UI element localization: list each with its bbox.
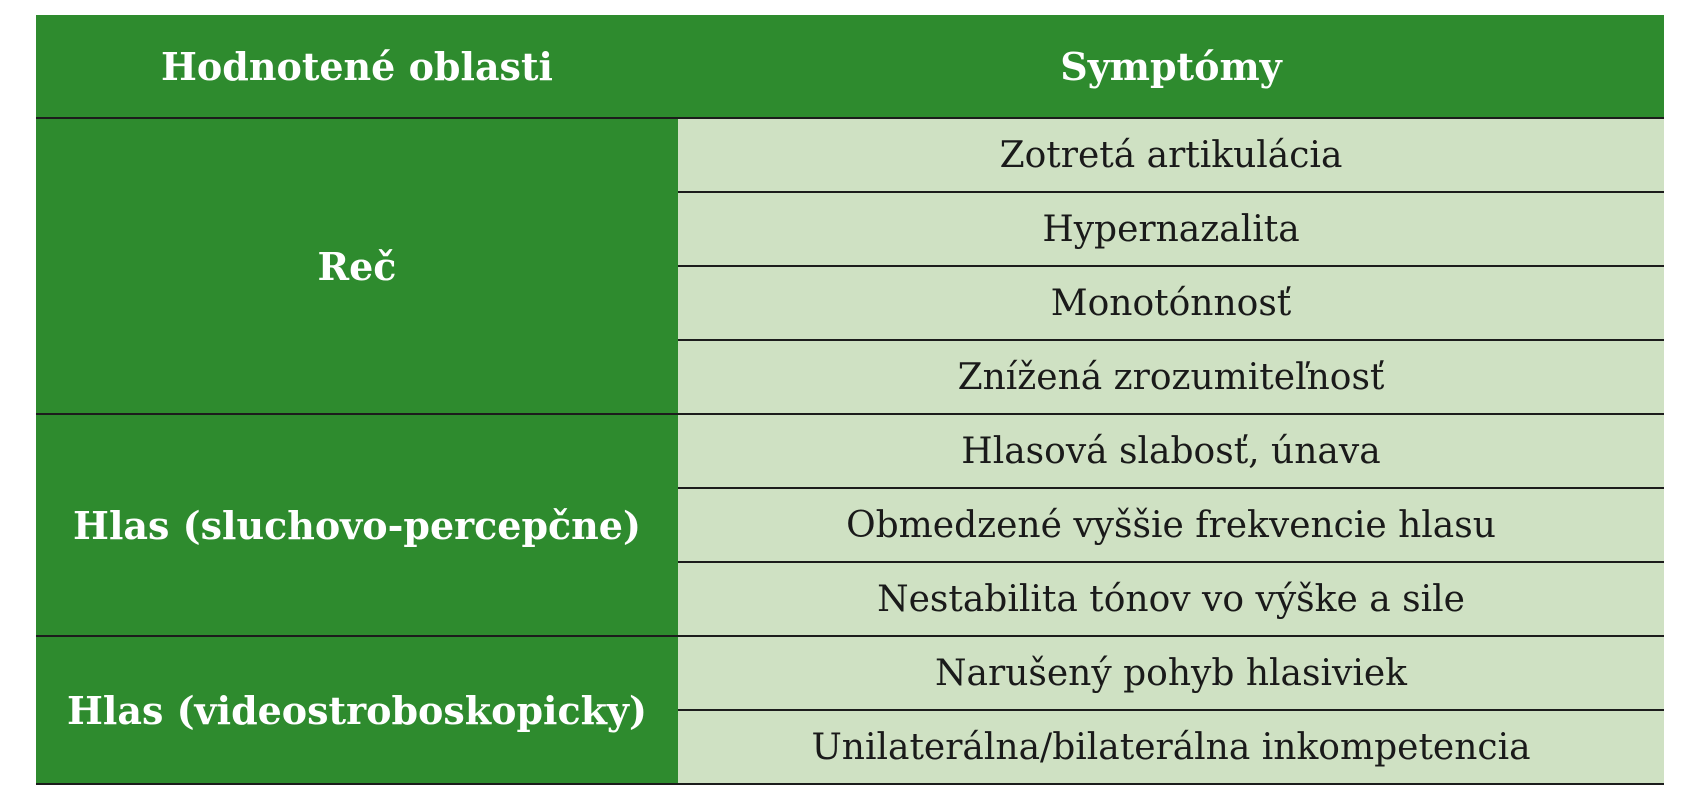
symptom-cell: Obmedzené vyššie frekvencie hlasu [678, 488, 1664, 562]
symptoms-table [36, 15, 1664, 785]
area-cell-voice-auditory: Hlas (sluchovo-percepčne) [36, 414, 678, 636]
symptom-cell: Znížená zrozumiteľnosť [678, 340, 1664, 414]
table-row [36, 414, 1664, 488]
symptoms-table-container [36, 15, 1664, 785]
symptom-cell: Unilaterálna/bilaterálna inkompetencia [678, 710, 1664, 784]
area-cell-speech: Reč [36, 118, 678, 414]
symptom-cell: Hypernazalita [678, 192, 1664, 266]
table-row [36, 118, 1664, 192]
table-row [36, 636, 1664, 710]
area-cell-voice-videostroboscopic: Hlas (videostroboskopicky) [36, 636, 678, 784]
table-header-row [36, 15, 1664, 118]
header-symptoms: Symptómy [678, 15, 1664, 118]
symptom-cell: Nestabilita tónov vo výške a sile [678, 562, 1664, 636]
symptom-cell: Hlasová slabosť, únava [678, 414, 1664, 488]
symptom-cell: Zotretá artikulácia [678, 118, 1664, 192]
header-evaluated-areas: Hodnotené oblasti [36, 15, 678, 118]
symptom-cell: Narušený pohyb hlasiviek [678, 636, 1664, 710]
symptom-cell: Monotónnosť [678, 266, 1664, 340]
